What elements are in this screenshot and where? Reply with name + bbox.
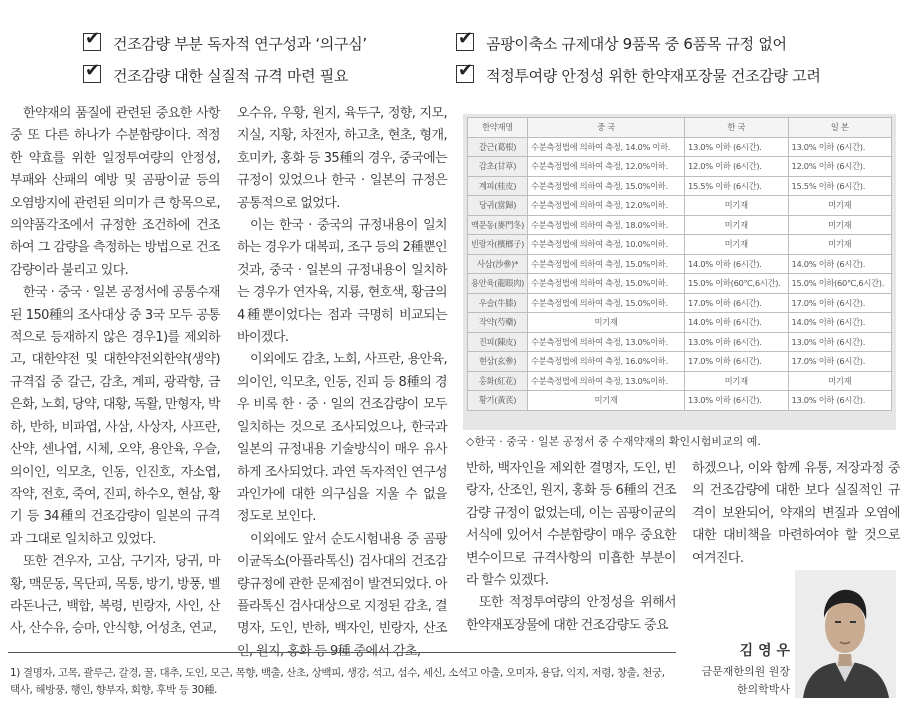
article-column-2 (237, 103, 447, 663)
cell-china: 미기재 (528, 313, 685, 333)
header-japan: 일 본 (788, 118, 892, 138)
cell-herb: 사삼(沙參)* (468, 254, 528, 274)
cell-herb: 감초(甘草) (468, 157, 528, 177)
cell-china: 수분측정법에 의하여 측정, 12.0%이하. (528, 157, 685, 177)
footnote-divider (8, 652, 676, 653)
cell-japan: 미기재 (788, 196, 892, 216)
cell-china: 수분측정법에 의하여 측정, 14.0% 이하. (528, 137, 685, 157)
paragraph: 이외에도 앞서 순도시험내용 중 곰팡이균독소(아플라톡신) 검사대의 건조감량규정에 관한 문제점이 발견되었다. 아플라톡신 검사대상으로 지정된 감초, 결명자, 도인, 반하, 백자인, 빈랑자, 산조인, 원지, 홍화 등 9種 중에서 감초, (237, 531, 447, 659)
table-row (468, 137, 892, 157)
table-row (468, 371, 892, 391)
paragraph: 또한 적정투여량의 안정성을 위해서 한약재포장물에 대한 건조감량도 중요 (466, 595, 676, 633)
cell-korea: 14.0% 이하 (6시간). (685, 254, 788, 274)
cell-japan: 13.0% 이하 (6시간). (788, 332, 892, 352)
cell-china: 수분측정법에 의하여 측정, 13.0%이하. (528, 332, 685, 352)
cell-china: 수분측정법에 의하여 측정, 15.0%이하. (528, 293, 685, 313)
cell-china: 미기재 (528, 391, 685, 411)
headline-4: ✔적정투여량 안정성 위한 한약재포장물 건조감량 고려 (456, 65, 821, 86)
headline-1: ✔건조감량 부분 독자적 연구성과 ‘의구심’ (83, 33, 367, 54)
cell-korea: 15.5% 이하 (6시간). (685, 176, 788, 196)
cell-herb: 맥문동(麥門冬) (468, 215, 528, 235)
author-name: 김 영 우 (739, 643, 790, 659)
cell-herb: 작약(芍藥) (468, 313, 528, 333)
table-row (468, 215, 892, 235)
cell-japan: 15.5% 이하 (6시간). (788, 176, 892, 196)
cell-japan: 13.0% 이하 (6시간). (788, 137, 892, 157)
table-row (468, 157, 892, 177)
author-affiliation: 금문재한의원 원장 (701, 665, 790, 678)
paragraph: 한국 · 중국 · 일본 공정서에 공통수재된 150種의 조사대상 중 3국 모두 공통적으로 등재하지 않은 경우1)를 제외하고, 대한약전 및 대한약전외한약(생약)규격집 중 갈근, 감초, 계피, 광곽향, 금은화, 노회, 당약, 대황, 독활, 만형자, 박하, 반하, 비파엽, 사삼, 사상자, 사프란, 산약, 센나엽, 시체, 오약, 용안육, 우슬, 의이인, 익모초, 인동, 인진호, 자소엽, 작약, 전호, 죽여, 진피, 하수오, 현삼, 황기 등 34種의 건조감량이 일본의 규격과 그대로 일치하고 있었다. (10, 285, 220, 547)
cell-china: 수분측정법에 의하여 측정, 13.0%이하. (528, 371, 685, 391)
cell-korea: 미기재 (685, 235, 788, 255)
cell-herb: 황기(黃芪) (468, 391, 528, 411)
cell-japan: 13.0% 이하 (6시간). (788, 391, 892, 411)
table-header-row (468, 118, 892, 138)
paragraph: 또한 견우자, 고삼, 구기자, 당귀, 마황, 맥문동, 목단피, 목통, 방기, 방풍, 벨라돈나근, 백합, 복령, 빈랑자, 사인, 산사, 산수유, 승마, 안식향, 어성초, 연교, (10, 554, 220, 637)
cell-china: 수분측정법에 의하여 측정, 10.0%이하. (528, 235, 685, 255)
comparison-table-panel (463, 114, 896, 430)
cell-china: 수분측정법에 의하여 측정, 15.0%이하. (528, 274, 685, 294)
footnote: 1) 결명자, 고목, 괄루근, 갈경, 꿀, 대추, 도인, 모근, 목향, 백출, 산초, 상백피, 생강, 석고, 섬수, 세신, 소석고 아출, 오미자, 용담, 익지, 저령, 창출, 천궁, 택사, 해방풍, 행인, 향부자, 회향, 후박 등 30種. (10, 667, 665, 696)
cell-herb: 우슬(牛膝) (468, 293, 528, 313)
cell-korea: 15.0% 이하(60℃,6시간). (685, 274, 788, 294)
cell-china: 수분측정법에 의하여 측정, 15.0%이하. (528, 176, 685, 196)
table-row (468, 352, 892, 372)
cell-japan: 14.0% 이하 (6시간). (788, 313, 892, 333)
cell-korea: 미기재 (685, 196, 788, 216)
cell-japan: 17.0% 이하 (6시간). (788, 352, 892, 372)
cell-herb: 홍화(紅花) (468, 371, 528, 391)
paragraph: 이는 한국 · 중국의 규정내용이 일치하는 경우가 대복피, 조구 등의 2種뿐인 것과, 중국 · 일본의 규정내용이 일치하는 경우가 연자육, 지룡, 현호색, 황금의 4種뿐이었다는 점과 극명히 비교되는 바이겠다. (237, 218, 447, 346)
paragraph: 반하, 백자인을 제외한 결명자, 도인, 빈랑자, 산조인, 원지, 홍화 등 6種의 건조감량 규정이 없었는데, 이는 곰팡이균의 서식에 있어서 수분함량이 매우 중요한 변수이므로 규격사항의 미흡한 부분이라 할수 있겠다. (466, 461, 676, 589)
paragraph: 한약재의 품질에 관련된 중요한 사항 중 또 다른 하나가 수분함량이다. 적정한 약효를 위한 일정투여량의 안정성, 부패와 산패의 예방 및 곰팡이균 등의 오염방지에 관련된 의미가 큰 항목으로, 의약품각조에서 규정한 조건하에 건조하여 그 감량을 측정하는 방법으로 건조감량이라 불리고 있다. (10, 106, 220, 278)
paragraph: 오수유, 우황, 원지, 육두구, 정향, 지모, 지실, 지황, 차전자, 하고초, 현초, 형개, 호미카, 홍화 등 35種의 경우, 중국에는 규정이 있었으나 한국 · 일본의 규정은 공통적으로 없었다. (237, 106, 447, 211)
cell-korea: 14.0% 이하 (6시간). (685, 313, 788, 333)
cell-japan: 미기재 (788, 371, 892, 391)
paragraph: 이외에도 감초, 노회, 사프란, 용안육, 의이인, 익모초, 인동, 진피 등 8種의 경우 비록 한 · 중 · 일의 건조감량이 모두 일치하는 것으로 조사되었으나, 한국과 일본의 규정내용 기술방식이 매우 유사하게 조사되었다. 과연 독자적인 연구성과인가에 대한 의구심을 지울 수 없을 정도로 보인다. (237, 352, 447, 525)
cell-korea: 12.0% 이하 (6시간). (685, 157, 788, 177)
cell-china: 수분측정법에 의하여 측정, 16.0%이하. (528, 352, 685, 372)
cell-herb: 당귀(當歸) (468, 196, 528, 216)
cell-korea: 13.0% 이하 (6시간). (685, 332, 788, 352)
cell-japan: 17.0% 이하 (6시간). (788, 293, 892, 313)
cell-herb: 빈랑자(檳榔子) (468, 235, 528, 255)
table-row (468, 196, 892, 216)
cell-herb: 진피(陳皮) (468, 332, 528, 352)
cell-china: 수분측정법에 의하여 측정, 12.0%이하. (528, 196, 685, 216)
checkbox-icon (83, 33, 101, 51)
table-row (468, 254, 892, 274)
cell-korea: 13.0% 이하 (6시간). (685, 137, 788, 157)
table-caption: ◇한국 · 중국 · 일본 공정서 중 수재약재의 확인시험비교의 예. (466, 435, 761, 448)
cell-china: 수분측정법에 의하여 측정, 18.0%이하. (528, 215, 685, 235)
cell-japan: 12.0% 이하 (6시간). (788, 157, 892, 177)
cell-korea: 17.0% 이하 (6시간). (685, 293, 788, 313)
header-korea: 한 국 (685, 118, 788, 138)
article-column-3 (466, 458, 676, 637)
cell-korea: 13.0% 이하 (6시간). (685, 391, 788, 411)
cell-herb: 용안육(龍眼肉) (468, 274, 528, 294)
article-column-4 (692, 458, 900, 570)
cell-herb: 갈근(葛根) (468, 137, 528, 157)
cell-china: 수분측정법에 의하여 측정, 15.0%이하. (528, 254, 685, 274)
article-column-1 (10, 103, 220, 641)
cell-korea: 17.0% 이하 (6시간). (685, 352, 788, 372)
checkbox-icon (456, 65, 474, 83)
cell-japan: 미기재 (788, 215, 892, 235)
cell-herb: 현삼(玄參) (468, 352, 528, 372)
cell-korea: 미기재 (685, 215, 788, 235)
paragraph: 하겠으나, 이와 함께 유통, 저장과정 중의 건조감량에 대한 보다 실질적인 규격이 보완되어, 약재의 변질과 오염에 대한 대비책을 마련하여야 할 것으로 여겨진다. (692, 461, 900, 566)
headline-2: ✔건조감량 대한 실질적 규격 마련 필요 (83, 65, 348, 86)
author-title: 한의학박사 (736, 683, 790, 696)
table-row (468, 274, 892, 294)
cell-korea: 미기재 (685, 371, 788, 391)
header-herb: 한약재명 (468, 118, 528, 138)
table-row (468, 176, 892, 196)
checkbox-icon (83, 65, 101, 83)
headline-3: ✔곰팡이축소 규제대상 9품목 중 6품목 규정 없어 (456, 33, 787, 54)
table-row (468, 313, 892, 333)
table-row (468, 391, 892, 411)
header-china: 중 국 (528, 118, 685, 138)
comparison-table (467, 117, 892, 411)
table-row (468, 332, 892, 352)
table-row (468, 293, 892, 313)
cell-japan: 14.0% 이하 (6시간). (788, 254, 892, 274)
cell-herb: 계피(桂皮) (468, 176, 528, 196)
table-row (468, 235, 892, 255)
cell-japan: 15.0% 이하(60℃,6시간). (788, 274, 892, 294)
checkbox-icon (456, 33, 474, 51)
portrait-image (795, 570, 896, 698)
cell-japan: 미기재 (788, 235, 892, 255)
author-photo (795, 570, 896, 698)
